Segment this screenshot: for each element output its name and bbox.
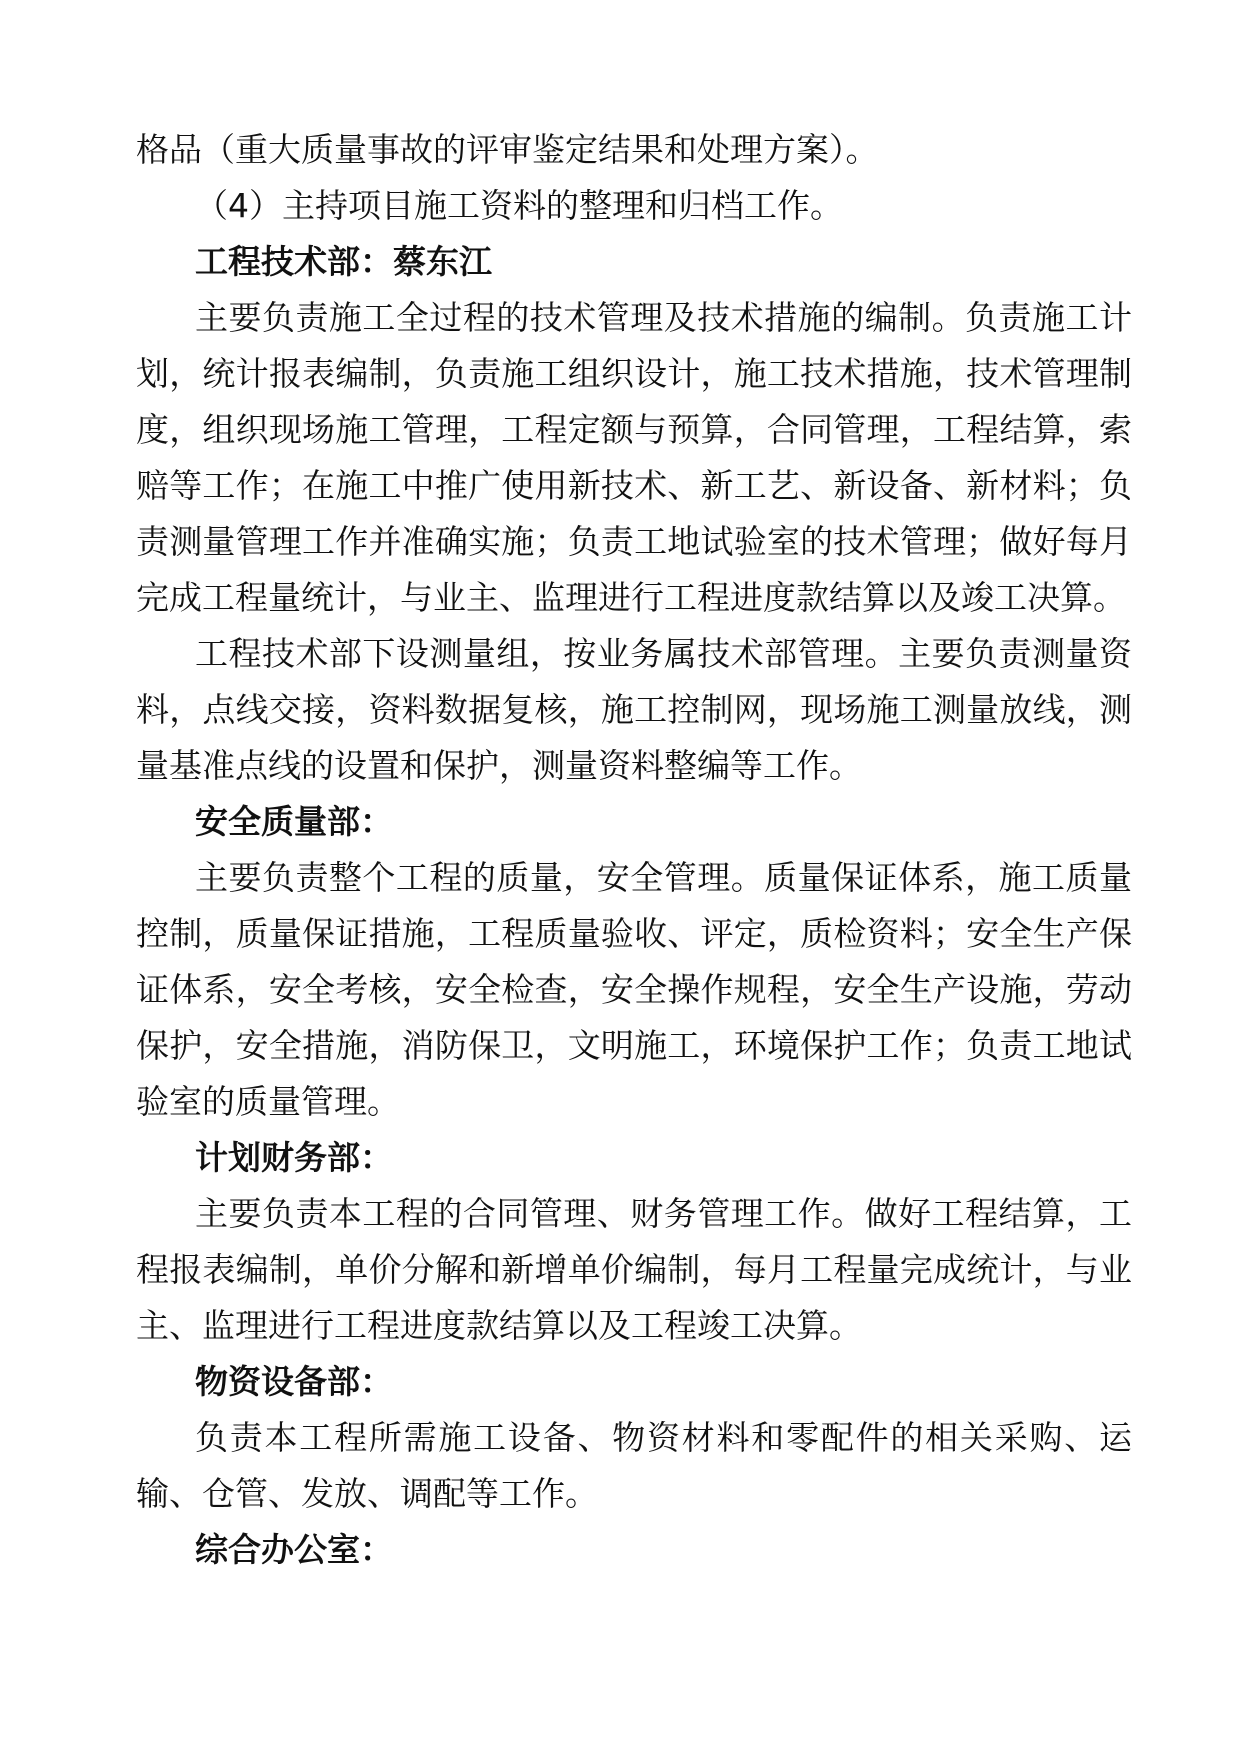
paragraph-item-4: （4）主持项目施工资料的整理和归档工作。 (195, 186, 843, 225)
paragraph-planning-finance-duties: 主要负责本工程的合同管理、财务管理工作。做好工程结算，工程报表编制，单价分解和新增单价编制，每月工程量完成统计，与业主、监理进行工程进度款结算以及工程竣工决算。 (136, 1194, 1132, 1345)
section-heading-materials-equipment: 物资设备部： (195, 1362, 393, 1401)
paragraph-safety-quality-duties: 主要负责整个工程的质量，安全管理。质量保证体系，施工质量控制，质量保证措施，工程质量验收、评定，质检资料；安全生产保证体系，安全考核，安全检查，安全操作规程，安全生产设施，劳动保护，安全措施，消防保卫，文明施工，环境保护工作；负责工地试验室的质量管理。 (136, 858, 1132, 1121)
paragraph-materials-equipment-duties: 负责本工程所需施工设备、物资材料和零配件的相关采购、运输、仓管、发放、调配等工作。 (136, 1418, 1132, 1513)
section-heading-general-office: 综合办公室： (195, 1530, 393, 1569)
document-body (136, 122, 1132, 1578)
paragraph-engineering-tech-duties: 主要负责施工全过程的技术管理及技术措施的编制。负责施工计划，统计报表编制，负责施工组织设计，施工技术措施，技术管理制度，组织现场施工管理，工程定额与预算，合同管理，工程结算，索赔等工作；在施工中推广使用新技术、新工艺、新设备、新材料；负责测量管理工作并准确实施；负责工地试验室的技术管理；做好每月完成工程量统计，与业主、监理进行工程进度款结算以及竣工决算。 (136, 298, 1132, 617)
paragraph-survey-group: 工程技术部下设测量组，按业务属技术部管理。主要负责测量资料，点线交接，资料数据复核，施工控制网，现场施工测量放线，测量基准点线的设置和保护，测量资料整编等工作。 (136, 634, 1132, 785)
section-heading-planning-finance: 计划财务部： (195, 1138, 393, 1177)
section-heading-engineering-tech: 工程技术部：蔡东江 (195, 242, 492, 281)
section-heading-safety-quality: 安全质量部： (195, 802, 393, 841)
paragraph-continuation: 格品（重大质量事故的评审鉴定结果和处理方案）。 (136, 130, 879, 169)
